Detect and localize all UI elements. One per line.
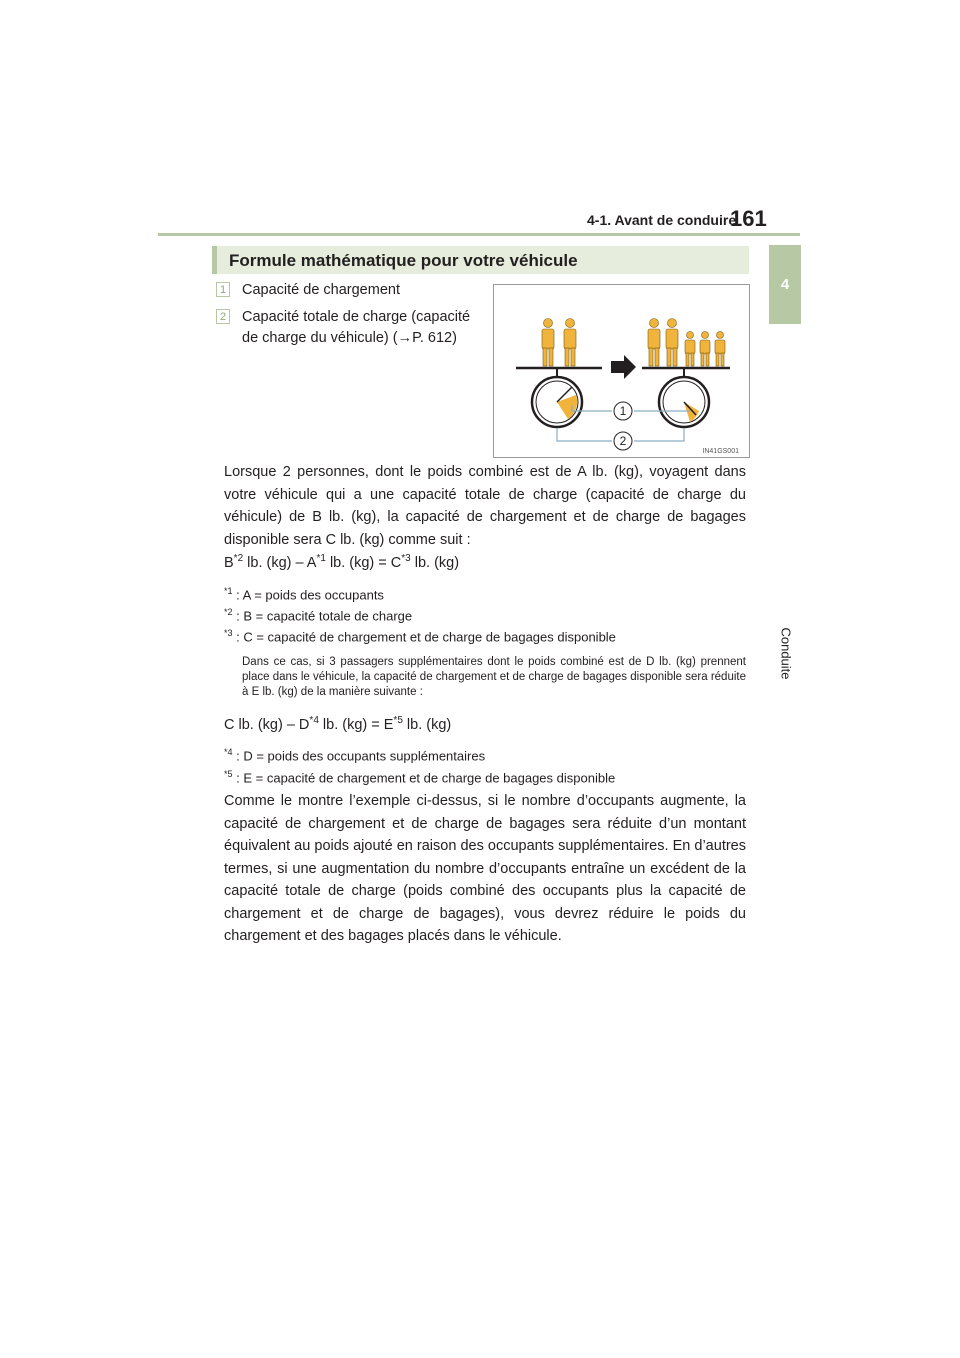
- chapter-number: 4: [780, 276, 790, 293]
- section-heading: Formule mathématique pour votre véhicule: [229, 251, 578, 270]
- header-rule: [158, 233, 800, 236]
- paragraph-additional-passengers: Dans ce cas, si 3 passagers supplémentaires dont le poids combiné est de D lb. (kg) prennent place dans le véhicule, la capacité de chargement et de charge de bagages disponible sera réduite à E lb. (kg) de la manière suivante :: [242, 656, 746, 698]
- marker-1: 1: [216, 282, 230, 297]
- person-icon: [542, 319, 576, 367]
- definition-1-text: Capacité de chargement: [242, 282, 400, 298]
- figure-illustration: [494, 285, 749, 457]
- paragraph-conclusion: Comme le montre l’exemple ci-dessus, si le nombre d’occupants augmente, la capacité de chargement et de charge de bagages sera réduite d’un montant équivalent au poids ajouté en raison des occupants supplémentaires. En d’autres termes, si une augmentation du nombre d’occupants entraîne un excédent de la capacité totale de charge (poids combiné des occupants plus la capacité de chargement et de charge de bagages), vous devrez réduire le poids du chargement et des bagages placés dans le véhicule.: [224, 793, 746, 944]
- running-header-section: 4-1. Avant de conduire: [587, 212, 737, 228]
- scale-gauge-icon: [659, 377, 709, 427]
- chapter-label: Conduite: [778, 626, 794, 680]
- person-icon: [648, 319, 725, 367]
- definition-2-text-line2: de charge du véhicule) (→P. 612): [242, 330, 457, 346]
- marker-2: 2: [216, 309, 230, 324]
- formula-1: $B^{*2}$ lb. $(kg) - A^{*1}$ lb. $(kg) = C^{*3}$ lb. (kg): [224, 553, 460, 571]
- note-1: $^{*1}$ : A = poids des occupants: [224, 586, 384, 603]
- note-3: $^{*3}$ : C = capacité de chargement et de charge de bagages disponible: [224, 628, 616, 645]
- arrow-right-icon: [611, 355, 636, 379]
- paragraph-example: Lorsque 2 personnes, dont le poids combiné est de A lb. (kg), voyagent dans votre véhicule qui a une capacité totale de charge (capacité de charge du véhicule) de B lb. (kg), la capacité de chargement et de charge de bagages disponible sera C lb. (kg) comme suit :: [224, 464, 746, 548]
- figure-callout-1: 1: [619, 404, 627, 418]
- note-2: $^{*2}$ : B = capacité totale de charge: [224, 607, 413, 624]
- section-heading-box: [212, 246, 749, 274]
- figure-callout-2: 2: [619, 434, 627, 448]
- formula-2: C lb. $(kg) - D^{*4}$ lb. $(kg) = E^{*5}$ lb. (kg): [224, 715, 452, 733]
- note-5: $^{*5}$ : E = capacité de chargement et de charge de bagages disponible: [224, 769, 616, 786]
- load-capacity-figure: [493, 284, 750, 458]
- figure-code: IN41GS001: [702, 448, 739, 455]
- chapter-tab: [769, 245, 801, 324]
- definition-2-text-line1: Capacité totale de charge (capacité: [242, 309, 471, 325]
- page-number: 161: [730, 206, 767, 231]
- scale-gauge-icon: [532, 377, 582, 427]
- note-4: $^{*4}$ : D = poids des occupants supplémentaires: [224, 747, 486, 764]
